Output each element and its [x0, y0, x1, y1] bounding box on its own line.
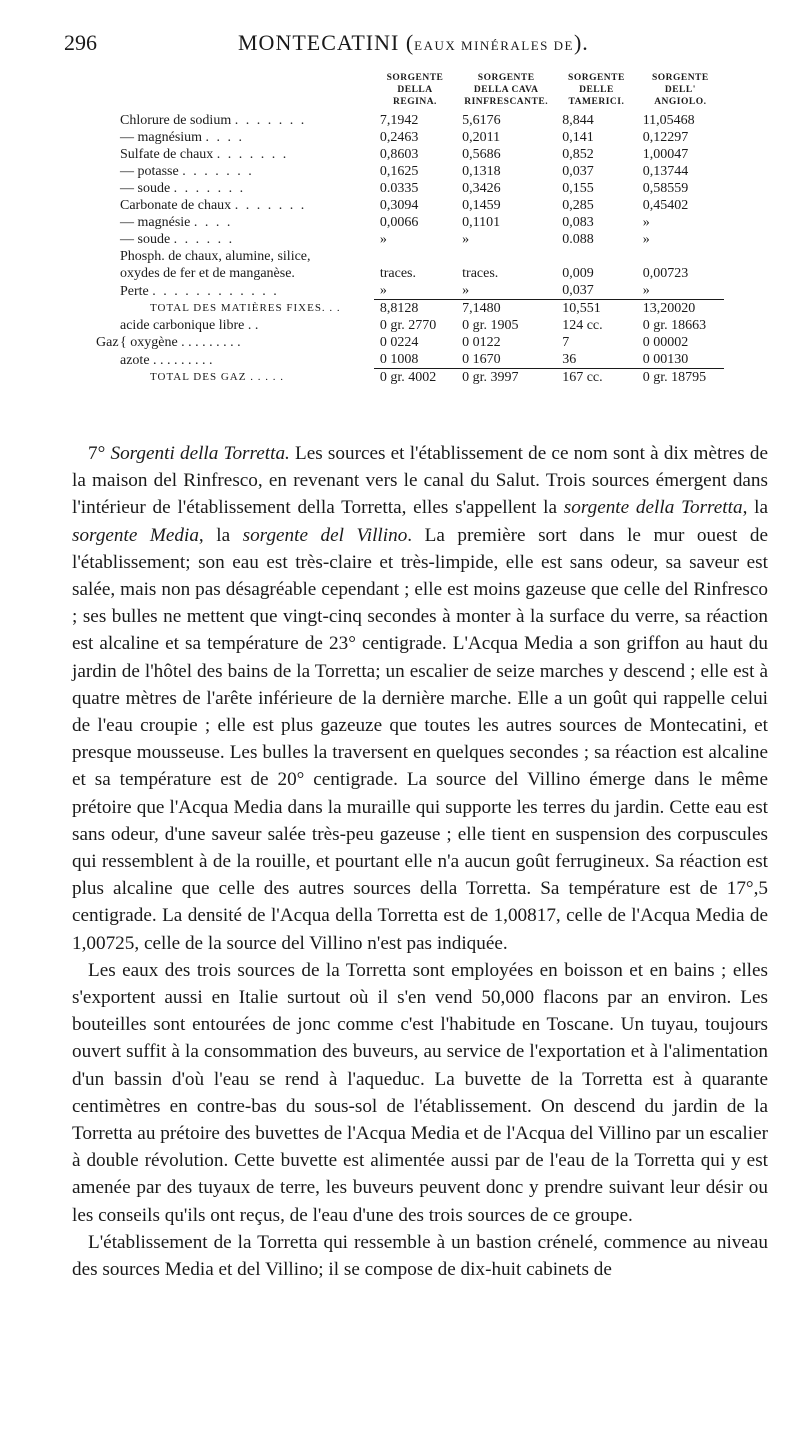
table-cell: »: [379, 232, 387, 247]
column-header: SORGENTE DELLE TAMERICI.: [568, 73, 625, 107]
table-cell: 0,0066: [379, 215, 419, 230]
table-cell: 0 gr. 4002: [374, 369, 456, 387]
table-cell: »: [462, 283, 470, 298]
table-cell: 8,8128: [374, 300, 456, 318]
table-cell: 0,037: [562, 164, 594, 179]
table-cell: 0,009: [562, 266, 594, 281]
table-cell: »: [642, 283, 650, 298]
row-label: Phosph. de chaux, alumine, silice,: [120, 249, 311, 264]
table-cell: 0,3426: [462, 181, 501, 196]
table-cell: »: [379, 283, 387, 298]
row-label: oxydes de fer et de manganèse.: [120, 266, 295, 281]
column-header: SORGENTE DELLA CAVA RINFRESCANTE.: [464, 73, 549, 107]
table-row: [120, 129, 724, 146]
table-cell: 7: [562, 335, 570, 350]
table-cell: »: [462, 232, 470, 247]
row-label: — magnésie . . . .: [120, 215, 233, 230]
table-cell: 7,1942: [379, 113, 419, 128]
table-cell: 0,2011: [462, 130, 501, 145]
row-label: azote . . . . . . . . .: [120, 352, 213, 368]
table-cell: 0,1459: [462, 198, 501, 213]
table-cell: 36: [562, 352, 577, 367]
table-cell: 11,05468: [642, 113, 695, 128]
table-row: [120, 317, 724, 334]
table-cell: 0 gr. 3997: [456, 369, 556, 387]
row-label: TOTAL DES GAZ . . . . .: [150, 371, 284, 383]
column-header: SORGENTE DELL' ANGIOLO.: [651, 73, 709, 107]
row-label: Chlorure de sodium . . . . . . .: [120, 113, 307, 128]
table-cell: 0,1318: [462, 164, 501, 179]
table-cell: 0 gr. 2770: [379, 318, 437, 333]
row-label: — soude . . . . . .: [120, 232, 235, 247]
table-cell: 0.088: [562, 232, 594, 247]
table-row: [120, 248, 724, 265]
table-cell: 0 gr. 18795: [637, 369, 724, 387]
page-number: 296: [64, 30, 97, 55]
table-cell: 0,13744: [642, 164, 689, 179]
table-cell: 0 00002: [642, 335, 689, 350]
running-head-small: EAUX MINÉRALES DE: [414, 38, 574, 53]
table-cell: [456, 248, 556, 265]
table-cell: 0,155: [562, 181, 594, 196]
gas-label: Gaz: [96, 335, 119, 350]
row-label: Gaz { oxygène . . . . . . . . .: [96, 335, 241, 350]
analysis-table: [96, 72, 724, 386]
table-cell: 0,58559: [642, 181, 689, 196]
row-label: acide carbonique libre . .: [120, 318, 259, 333]
table-cell: traces.: [462, 266, 499, 281]
paragraph: Les eaux des trois sources de la Torretta sont employées en boisson et en bains ; elles s'exportent aussi en Italie surtout où il s'en vend 50,000 flacons par an environ. Les bouteilles sont entourées de jonc comme c'est l'habitude en Toscane. Un tuyau, toujours ouvert suffit à la consommation des buveurs, au service de l'exportation et à l'alimentation d'un bassin d'où l'eau se rend à l'aqueduc. La buvette de la Torretta est à quarante centimètres en contre-bas du sous-sol de l'établissement. On descend du jardin de la Torretta au prétoire des buvettes de l'Acqua Media et de l'Acqua del Villino par un escalier à double révolution. Cette buvette est alimentée aussi par de l'eau de la Torretta qui y est amenée par des tuyaux de terre, les buveurs peuvent donc y prendre suivant leur désir ou les conseils qu'ils ont reçus, de l'eau d'une des trois sources de ce groupe.: [72, 959, 768, 1226]
table-cell: 167 cc.: [556, 369, 636, 387]
table-cell: 8,844: [562, 113, 594, 128]
table-row: [120, 180, 724, 197]
table-cell: 10,551: [556, 300, 636, 318]
row-label: TOTAL DES MATIÈRES FIXES. . .: [150, 302, 341, 314]
table-cell: 13,20020: [637, 300, 724, 318]
table-header-row: [120, 72, 724, 112]
table-row: [120, 231, 724, 248]
table-row: [120, 146, 724, 163]
row-label: Sulfate de chaux . . . . . . .: [120, 147, 289, 162]
table-row: [120, 282, 724, 300]
table-cell: 0 1670: [462, 352, 501, 367]
table-cell: 0,285: [562, 198, 594, 213]
table-row: [120, 334, 724, 351]
table-row: [120, 197, 724, 214]
row-label: — magnésium . . . .: [120, 130, 245, 145]
table-cell: 0,2463: [379, 130, 419, 145]
table-cell: 0,1101: [462, 215, 501, 230]
table-row: [120, 369, 724, 387]
column-header: SORGENTE DELLA REGINA.: [386, 73, 444, 107]
table-cell: 0 gr. 1905: [462, 318, 519, 333]
table-row: [120, 351, 724, 369]
table-cell: 0,8603: [379, 147, 419, 162]
table-cell: 0,00723: [642, 266, 689, 281]
table-cell: 0 00130: [642, 352, 689, 367]
table-cell: 0,1625: [379, 164, 419, 179]
table-cell: 124 cc.: [562, 318, 603, 333]
table-cell: 0,12297: [642, 130, 689, 145]
row-label: — soude . . . . . . .: [120, 181, 246, 196]
table-row: [120, 214, 724, 231]
table-cell: [556, 248, 636, 265]
table-cell: 0,141: [562, 130, 594, 145]
table-cell: 0 1008: [379, 352, 419, 367]
paragraph: 7° Sorgenti della Torretta. Les sources et l'établissement de ce nom sont à dix mètres de la maison del Rinfresco, en revenant vers le canal du Salut. Trois sources émergent dans l'intérieur de l'établissement della Torretta, elles s'appellent la sorgente della Torretta, la sorgente Media, la sorgente del Villino. La première sort dans le mur ouest de l'établissement; son eau est très-claire et très-limpide, elle est sans odeur, sa saveur est salée, mais non pas désagréable cependant ; elle est moins gazeuse que celle del Rinfresco ; ses bulles ne mettent que vingt-cinq secondes à monter à la surface du verre, sa réaction est alcaline et sa température de 23° centigrade. L'Acqua Media a son griffon au haut du jardin de l'hôtel des bains de la Torretta; un escalier de seize marches y descend ; elle est à quatre mètres de l'arête inférieure de la dernière marche. Elle a un goût qui rappelle celui de l'eau croupie ; elle est plus gazeuze que toutes les autres sources de Montecatini, et presque mousseuse. Les bulles la traversent en quelques secondes ; sa réaction est alcaline et sa température est de 20° centigrade. La source del Villino émerge dans le même prétoire que l'Acqua Media dans la muraille qui supporte les terres du jardin. Cette eau est sans odeur, d'une saveur salée très-peu gazeuse ; elle tient en suspension des corpuscules qui ressemblent à de la rouille, et pourtant elle n'a aucun goût ferrugineux. Sa réaction est plus alcaline que celle des autres sources della Torretta. Sa température est de 17°,5 centigrade. La densité de l'Acqua della Torretta est de 1,00817, celle de l'Acqua Media de 1,00725, celle de la source del Villino n'est pas indiquée.: [72, 443, 769, 954]
table-cell: 0,852: [562, 147, 594, 162]
table-cell: »: [642, 232, 650, 247]
table-cell: [374, 248, 456, 265]
table-cell: 0,45402: [642, 198, 689, 213]
table-cell: 0.0335: [379, 181, 419, 196]
table-cell: 7,1480: [456, 300, 556, 318]
paragraph: L'établissement de la Torretta qui ressemble à un bastion crénelé, commence au niveau des sources Media et del Villino; il se compose de dix-huit cabinets de: [72, 1231, 768, 1281]
table-row: [120, 265, 724, 282]
row-label: Perte . . . . . . . . . . . .: [120, 283, 279, 299]
table-cell: 5,6176: [462, 113, 501, 128]
table-cell: 1,00047: [642, 147, 689, 162]
table-cell: 0 0122: [462, 335, 501, 350]
table-cell: 0,083: [562, 215, 594, 230]
table-cell: 0 0224: [379, 335, 419, 350]
table-cell: »: [642, 215, 650, 230]
section-title: Sorgenti della Torretta.: [110, 443, 290, 464]
running-head-end: ).: [573, 30, 589, 55]
table-row: [120, 163, 724, 180]
table-cell: 0,3094: [379, 198, 419, 213]
table-row: [120, 300, 724, 318]
table-cell: 0,037: [562, 283, 594, 298]
row-label: — potasse . . . . . . .: [120, 164, 254, 179]
running-head: [238, 30, 589, 56]
table-cell: 0 gr. 18663: [642, 318, 707, 333]
table-row: [120, 112, 724, 129]
running-head-main: MONTECATINI (: [238, 30, 415, 55]
table-cell: 0,5686: [462, 147, 501, 162]
body-text: [72, 440, 768, 1283]
table-cell: traces.: [379, 266, 416, 281]
table-cell: [637, 248, 724, 265]
row-label: Carbonate de chaux . . . . . . .: [120, 198, 307, 213]
